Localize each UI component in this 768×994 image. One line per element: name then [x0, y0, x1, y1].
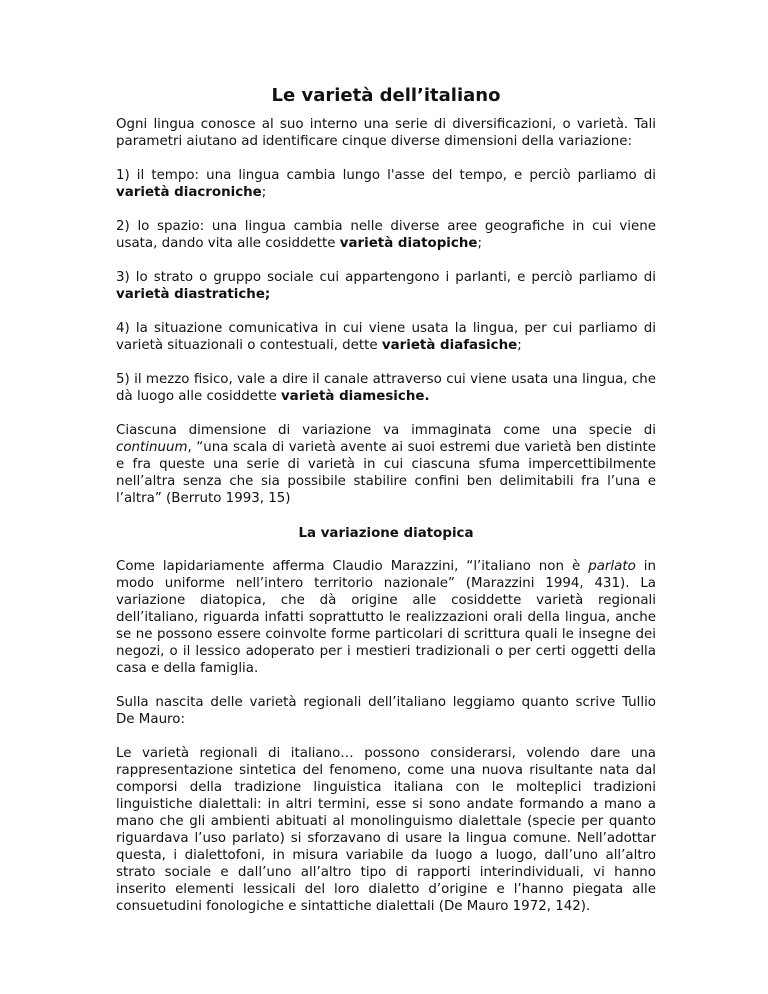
dimension-text: 3) lo strato o gruppo sociale cui appartengono i parlanti, e perciò parliamo di: [116, 270, 656, 285]
dimension-text: 1) il tempo: una lingua cambia lungo l'asse del tempo, e perciò parliamo di: [116, 168, 656, 183]
demauro-intro-paragraph: Sulla nascita delle varietà regionali dell’italiano leggiamo quanto scrive Tullio De Mauro:: [116, 695, 656, 727]
continuum-before: Ciascuna dimensione di variazione va immaginata come una specie di: [116, 423, 656, 438]
continuum-paragraph: [116, 422, 656, 507]
intro-paragraph: Ogni lingua conosce al suo interno una serie di diversificazioni, o varietà. Tali parametri aiutano ad identificare cinque diverse dimensioni della variazione:: [116, 117, 656, 149]
section-title: La variazione diatopica: [298, 526, 474, 541]
continuum-italic: continuum: [116, 440, 188, 455]
dimension-item-2: [116, 218, 656, 252]
dimension-text: 5) il mezzo fisico, vale a dire il canale attraverso cui viene usata una lingua, che dà luogo alle cosiddette: [116, 372, 656, 404]
dimension-term: varietà diafasiche: [381, 338, 518, 353]
dimension-after: ;: [261, 185, 267, 200]
marazzini-before: Come lapidariamente afferma Claudio Marazzini, “l’italiano non è: [116, 559, 589, 574]
marazzini-paragraph: [116, 558, 656, 677]
dimension-term: varietà diamesiche.: [280, 389, 430, 404]
continuum-after: , “una scala di varietà avente ai suoi estremi due varietà ben distinte e fra queste una serie di varietà in cui ciascuna sfuma impercettibilmente nell’altra senza che sia possibile stabilire confini ben delimitabili fra l’una e l’altra” (Berruto 1993, 15): [116, 440, 656, 506]
marazzini-italic: parlato: [588, 559, 636, 574]
marazzini-after: in modo uniforme nell’intero territorio nazionale” (Marazzini 1994, 431). La variazione diatopica, che dà origine alle cosiddette varietà regionali dell’italiano, riguarda infatti soprattutto le realizzazioni orali della lingua, anche se ne possono essere coinvolte forme particolari di scrittura quali le insegne dei negozi, o il lessico adoperato per i mestieri tradizionali o per certi oggetti della casa e della famiglia.: [116, 559, 656, 676]
dimension-after: ;: [517, 338, 522, 353]
dimension-item-5: [116, 371, 656, 405]
dimension-item-4: [116, 320, 656, 354]
dimension-text: 4) la situazione comunicativa in cui viene usata la lingua, per cui parliamo di varietà situazionali o contestuali, dette: [116, 321, 656, 353]
dimension-term: varietà diatopiche: [339, 236, 478, 251]
demauro-quote-paragraph: Le varietà regionali di italiano… possono considerarsi, volendo dare una rappresentazione sintetica del fenomeno, come una nuova risultante nata dal comporsi della tradizione linguistica italiana con le molteplici tradizioni linguistiche dialettali: in altri termini, esse si sono andate formando a mano a mano che gli ambienti abituati al monolinguismo dialettale (specie per quanto riguardava l’uso parlato) si sforzavano di usare la lingua comune. Nell’adottar questa, i dialettofoni, in misura variabile da luogo a luogo, dall’uno all’altro strato sociale e dall’uno all’altro tipo di rapporti interindividuali, vi hanno inserito elementi lessicali del loro dialetto d’origine e l’hanno piegata alle consuetudini fonologiche e sintattiche dialettali (De Mauro 1972, 142).: [116, 746, 656, 914]
dimension-term: varietà diacroniche: [116, 185, 262, 200]
dimension-item-1: [116, 167, 656, 201]
dimension-term: varietà diastratiche;: [116, 287, 271, 302]
dimension-after: ;: [477, 236, 482, 251]
dimension-item-3: [116, 269, 656, 303]
dimension-text: 2) lo spazio: una lingua cambia nelle diverse aree geografiche in cui viene usata, dando vita alle cosiddette: [116, 219, 656, 251]
document-title: Le varietà dell’italiano: [271, 85, 501, 106]
